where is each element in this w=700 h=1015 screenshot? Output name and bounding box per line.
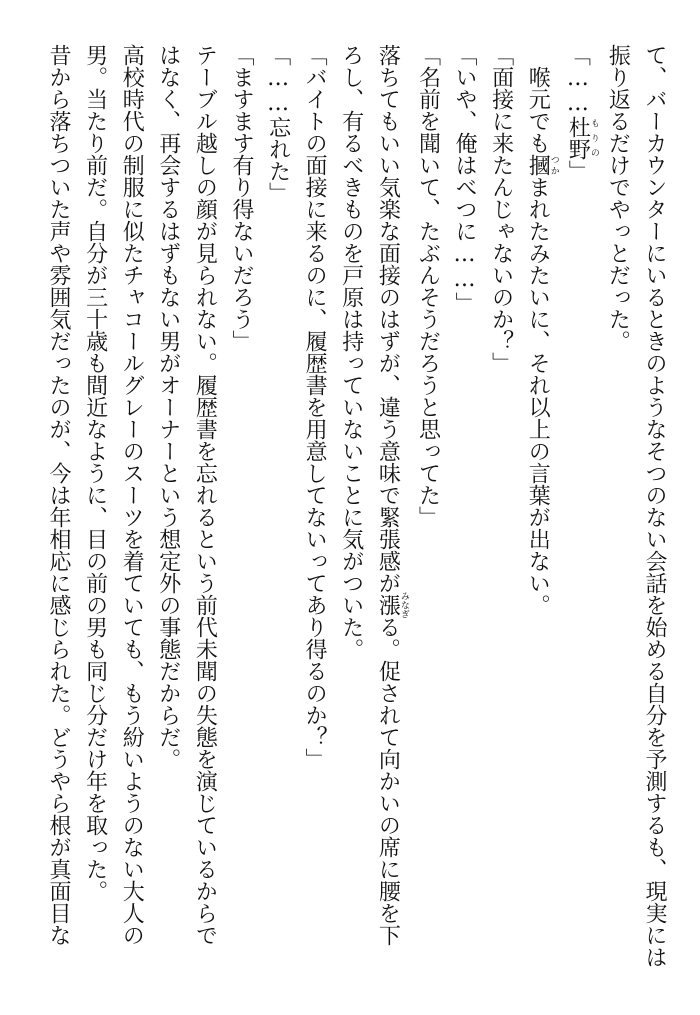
text-line-3 — [559, 44, 599, 984]
text-line-4 — [519, 44, 559, 984]
word-minagi — [375, 591, 409, 619]
text-line-11: 「……忘れた」 — [265, 44, 291, 204]
dialogue-close: 」 — [565, 160, 591, 182]
vertical-text-body — [39, 44, 672, 984]
name-morino — [565, 116, 599, 160]
text-line-15: 高校時代の制服に似たチャコールグレーのスーツを着ていても、もう紛いようのない大人の — [119, 44, 145, 946]
ruby-reading-minagi: みなぎ — [398, 591, 409, 619]
text-line-6: 「いや、俺はべつに……」 — [452, 44, 478, 314]
ruby-base-minagi: 漲 — [375, 591, 401, 619]
text-line-7: 「名前を聞いて、たぶんそうだろうと思ってた」 — [415, 44, 441, 528]
ruby-reading-tsuka: つか — [548, 154, 559, 176]
text-line-8 — [369, 44, 409, 984]
line4-start: 喉元でも — [525, 66, 551, 154]
ruby-base-tsuka: 摑 — [525, 154, 551, 176]
word-tsuka — [525, 154, 559, 176]
text-line-17: 昔から落ちついた声や雰囲気だったのが、今は年相応に感じられた。どうやら根が真面目な — [46, 44, 71, 946]
dialogue-open: 「…… — [565, 44, 591, 116]
line8-end: る。促されて向かいの席に腰を下 — [375, 616, 401, 946]
text-line-1: て、バーカウンターにいるときのようなそつのない会話を始める自分を予測するも、現実には — [642, 44, 667, 968]
text-line-13: テーブル越しの顔が見られない。履歴書を忘れるという前代未聞の失態を演じているからで — [192, 44, 218, 946]
text-line-12: 「ますます有り得ないだろう」 — [228, 44, 254, 352]
ruby-reading-morino: もりの — [588, 116, 599, 160]
text-line-9: ろし、有るべきものを戸原は持っていないことに気がついた。 — [338, 44, 364, 660]
text-line-2: 振り返るだけでやっとだった。 — [605, 44, 631, 352]
line4-end: まれたみたいに、それ以上の言葉が出ない。 — [525, 176, 551, 616]
text-line-16: 男。当たり前だ。自分が三十歳も間近なように、目の前の男も同じ分だけ年を取った。 — [82, 44, 108, 902]
line8-start: 落ちてもいい気楽な面接のはずが、違う意味で緊張感が — [375, 44, 401, 594]
text-line-5: 「面接に来たんじゃないのか？」 — [488, 44, 514, 374]
ruby-base-morino: 杜野 — [565, 116, 591, 160]
text-line-10: 「バイトの面接に来るのに、履歴書を用意してないってあり得るのか？」 — [302, 44, 328, 770]
text-line-14: はなく、再会するはずもない男がオーナーという想定外の事態だからだ。 — [155, 44, 181, 770]
